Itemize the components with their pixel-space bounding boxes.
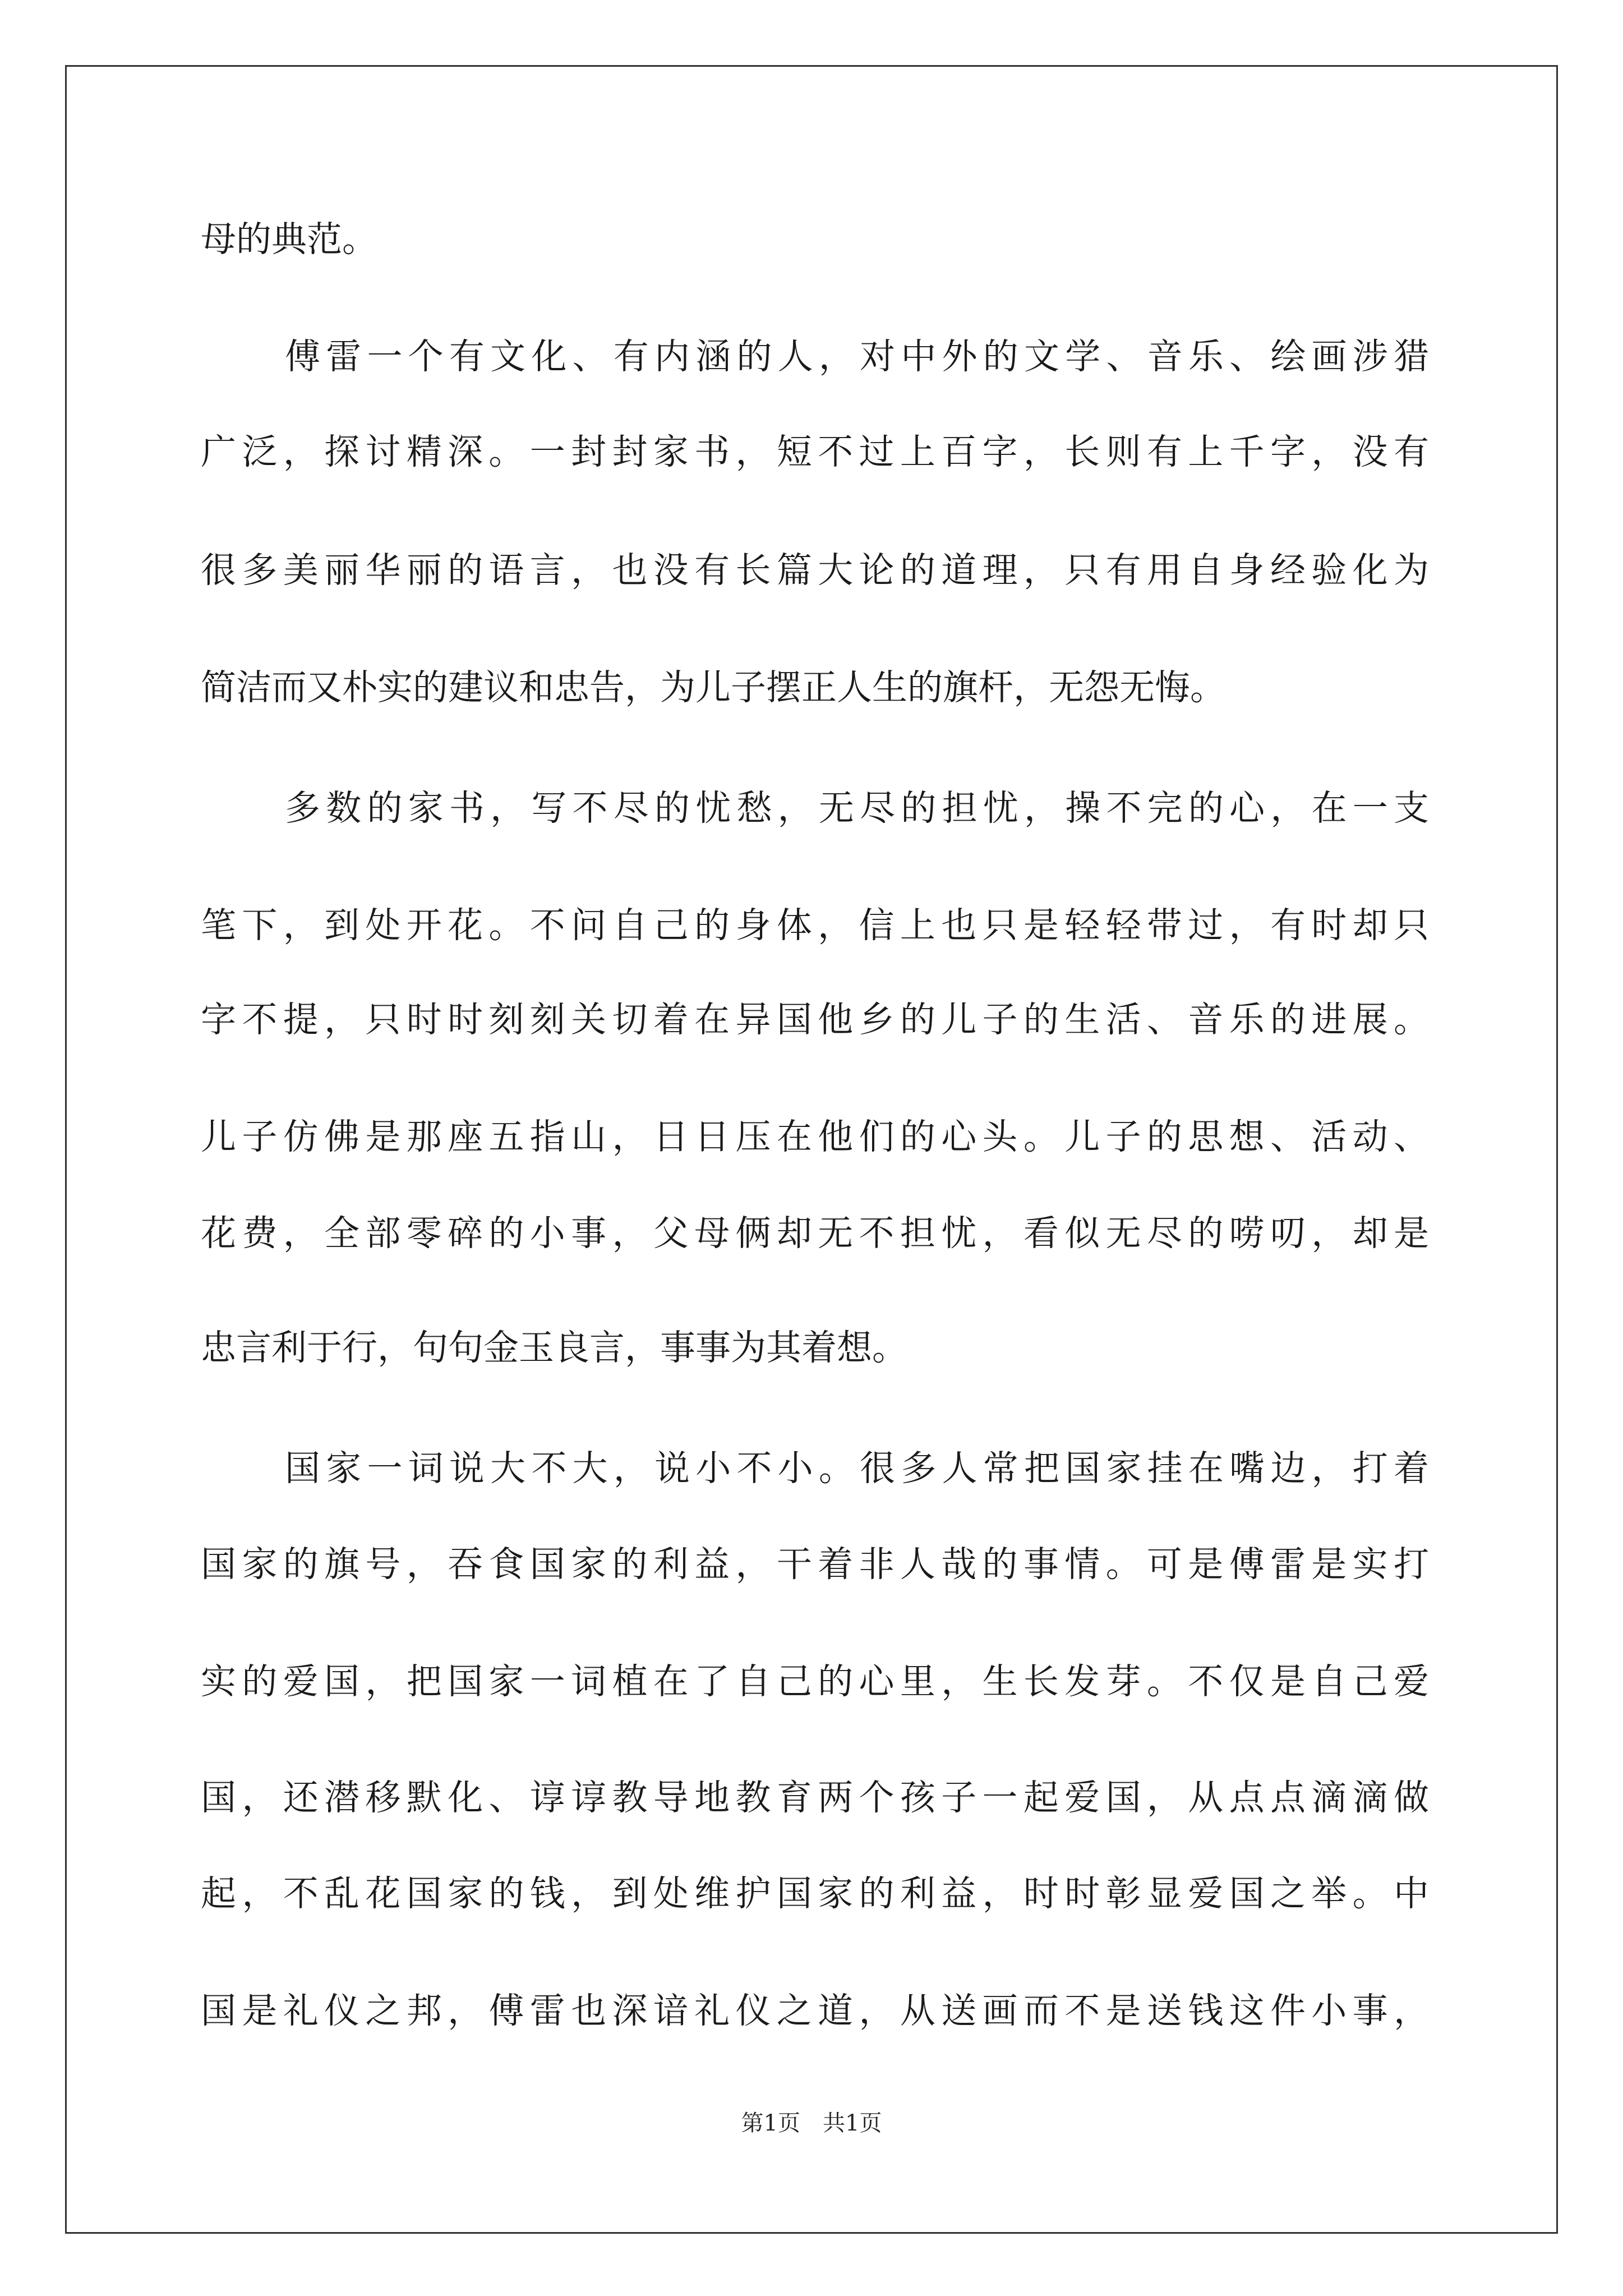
text-line-17: 国是礼仪之邦，傅雷也深谙礼仪之道，从送画而不是送钱这件小事， [201,1990,1429,2031]
text-line-13: 国家的旗号，吞食国家的利益，干着非人哉的事情。可是傅雷是实打 [201,1544,1429,1585]
text-line-5: 简洁而又朴实的建议和忠告，为儿子摆正人生的旗杆，无怨无悔。 [201,667,1225,708]
text-line-12: 国家一词说大不大，说小不小。很多人常把国家挂在嘴边，打着 [285,1448,1429,1489]
text-line-3: 广泛，探讨精深。一封封家书，短不过上百字，长则有上千字，没有 [201,431,1429,472]
text-line-1: 母的典范。 [201,219,377,260]
text-line-8: 字不提，只时时刻刻关切着在异国他乡的儿子的生活、音乐的进展。 [201,999,1429,1040]
text-line-11: 忠言利于行，句句金玉良言，事事为其着想。 [201,1327,907,1368]
text-line-16: 起，不乱花国家的钱，到处维护国家的利益，时时彰显爱国之举。中 [201,1873,1429,1914]
text-line-2: 傅雷一个有文化、有内涵的人，对中外的文学、音乐、绘画涉猎 [285,336,1429,377]
text-line-15: 国，还潜移默化、谆谆教导地教育两个孩子一起爱国，从点点滴滴做 [201,1777,1429,1818]
text-line-14: 实的爱国，把国家一词植在了自己的心里，生长发芽。不仅是自己爱 [201,1661,1429,1702]
text-line-6: 多数的家书，写不尽的忧愁，无尽的担忧，操不完的心，在一支 [285,788,1429,829]
text-line-4: 很多美丽华丽的语言，也没有长篇大论的道理，只有用自身经验化为 [201,550,1429,591]
text-line-10: 花费，全部零碎的小事，父母俩却无不担忧，看似无尽的唠叨，却是 [201,1213,1429,1254]
text-line-9: 儿子仿佛是那座五指山，日日压在他们的心头。儿子的思想、活动、 [201,1116,1429,1157]
page-number-footer: 第1页 共1页 [741,2110,882,2136]
text-line-7: 笔下，到处开花。不问自己的身体，信上也只是轻轻带过，有时却只 [201,905,1429,946]
